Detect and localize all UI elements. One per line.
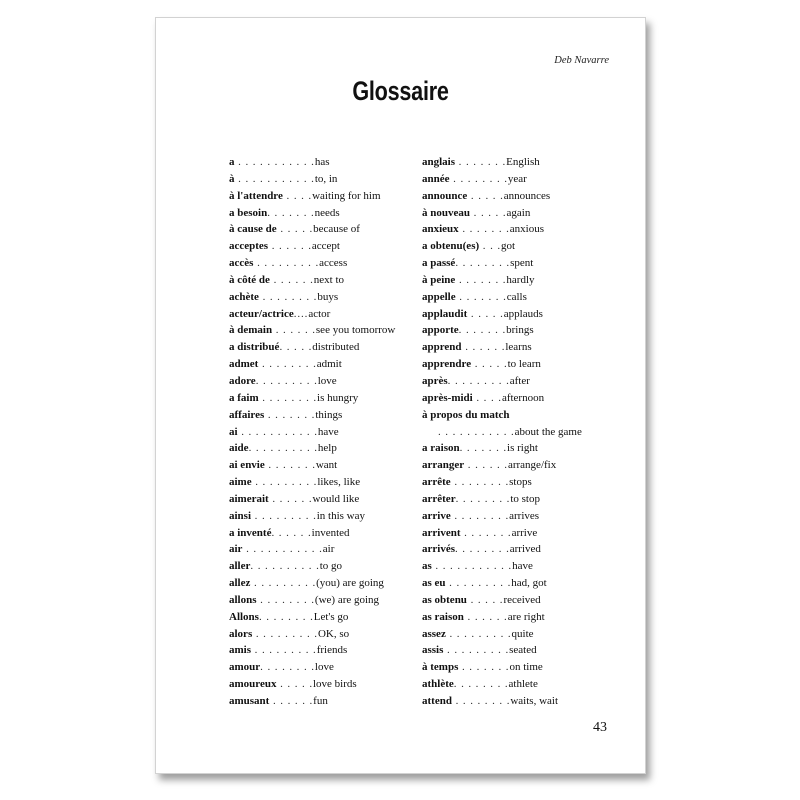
glossary-term: as eu [422, 577, 446, 590]
glossary-definition: next to [313, 273, 344, 286]
glossary-entry [229, 154, 404, 171]
glossary-term: à peine [422, 273, 456, 286]
glossary-entry [229, 306, 404, 323]
leader-dots: . . . . . . . [264, 459, 316, 472]
leader-dots: . . . . . . . . . [252, 627, 318, 640]
glossary-entry [422, 205, 602, 222]
glossary-term: achète [229, 290, 259, 303]
glossary-definition: seated [509, 644, 537, 657]
glossary-entry [422, 154, 602, 171]
glossary-definition: anxious [509, 223, 545, 236]
glossary-definition: love [317, 374, 337, 387]
glossary-term: a [229, 156, 235, 168]
glossary-term: année [422, 172, 450, 185]
glossary-entry [422, 474, 602, 491]
glossary-term: à nouveau [422, 206, 470, 219]
glossary-entry [422, 322, 602, 339]
glossary-term: ai [229, 425, 238, 438]
glossary-definition: quite [511, 627, 534, 640]
leader-dots: . . . . . . . . [454, 543, 510, 556]
glossary-definition: learns [505, 341, 532, 354]
leader-dots: . . . . . . [464, 459, 508, 472]
glossary-entry [229, 171, 404, 188]
glossary-entry [422, 541, 602, 558]
glossary-entry [229, 221, 404, 238]
glossary-definition: are right [507, 610, 545, 623]
glossary-entry [422, 255, 602, 272]
glossary-definition: have [317, 425, 339, 438]
glossary-entry [422, 272, 602, 289]
leader-dots: . . . . [472, 391, 502, 404]
running-header-author: Deb Navarre [554, 55, 609, 66]
glossary-column-right [422, 154, 602, 710]
glossary-term: allons [229, 593, 257, 606]
glossary-definition: spent [510, 257, 534, 270]
glossary-term: a distribué [229, 341, 280, 354]
glossary-definition: waiting for him [312, 189, 381, 202]
glossary-entry [229, 322, 404, 339]
leader-dots: . . . . . . [271, 526, 312, 539]
glossary-definition: admit [316, 358, 342, 371]
glossary-entry [422, 238, 602, 255]
leader-dots: . . . [479, 240, 502, 253]
leader-dots: . . . . . . . . [258, 290, 318, 303]
glossary-definition: likes, like [317, 476, 361, 489]
glossary-entry [422, 693, 602, 710]
leader-dots: . . . . . . . [455, 156, 507, 168]
glossary-entry [229, 255, 404, 272]
leader-dots: . . . . . [279, 341, 313, 354]
glossary-entry [229, 424, 404, 441]
glossary-term: apprend [422, 341, 462, 354]
glossary-term: amusant [229, 695, 270, 707]
glossary-entry [229, 626, 404, 643]
glossary-term: a inventé [229, 526, 272, 539]
glossary-entry [422, 356, 602, 373]
glossary-entry [229, 642, 404, 659]
leader-dots: . . . . . . [269, 273, 314, 286]
leader-dots: . . . . . . . . [258, 391, 318, 404]
glossary-term: anxieux [422, 223, 459, 236]
glossary-definition: buys [317, 290, 339, 303]
leader-dots: . . . . . . . . . [251, 644, 317, 657]
glossary-definition: is hungry [317, 391, 359, 404]
glossary-definition: arrives [509, 509, 540, 522]
glossary-term: aide [229, 442, 249, 455]
glossary-definition: because of [313, 223, 360, 236]
leader-dots: . . . . . . . . . [255, 374, 318, 387]
leader-dots: . . . . . . . [455, 273, 507, 286]
leader-dots: . . . . . . . [455, 290, 507, 303]
glossary-term: amis [229, 644, 251, 657]
glossary-definition: in this way [316, 509, 365, 522]
leader-dots: . . . . . [276, 678, 313, 691]
glossary-definition: distributed [312, 341, 360, 354]
glossary-term: athlète [422, 678, 454, 691]
glossary-term: arranger [422, 459, 465, 472]
glossary-term: a besoin [229, 206, 268, 219]
glossary-entry [229, 525, 404, 542]
glossary-entry [422, 592, 602, 609]
glossary-entry [422, 642, 602, 659]
glossary-entry [229, 541, 404, 558]
leader-dots: . . . . . . . . [260, 661, 315, 674]
glossary-entry [422, 491, 602, 508]
glossary-term: après-midi [422, 391, 473, 404]
glossary-definition: stops [509, 476, 532, 489]
glossary-term: à côté de [229, 273, 270, 286]
glossary-entry [229, 188, 404, 205]
glossary-definition: received [503, 593, 541, 606]
glossary-term: acteur/actrice [229, 307, 294, 320]
glossary-entry [229, 508, 404, 525]
glossary-definition: to, in [314, 172, 338, 185]
glossary-entry [229, 272, 404, 289]
leader-dots: . . . . . . . . . . . [438, 425, 515, 438]
glossary-entry [229, 558, 404, 575]
glossary-definition: athlete [508, 678, 538, 691]
glossary-definition: year [507, 172, 527, 185]
glossary-definition: love [314, 661, 334, 674]
leader-dots: . . . . . . . . [450, 509, 510, 522]
leader-dots: . . . . . . [268, 492, 313, 505]
leader-dots: . . . . . . . . [453, 678, 509, 691]
glossary-definition: needs [314, 206, 340, 219]
glossary-term: apporte [422, 324, 459, 337]
leader-dots: . . . . . [467, 307, 504, 320]
glossary-entry [229, 356, 404, 373]
glossary-term: à cause de [229, 223, 277, 236]
glossary-entry [422, 659, 602, 676]
glossary-definition: after [509, 374, 530, 387]
glossary-definition: applauds [503, 307, 543, 320]
glossary-term: arrivés [422, 543, 455, 556]
glossary-entry [229, 238, 404, 255]
glossary-term: allez [229, 577, 251, 590]
glossary-term: as raison [422, 610, 464, 623]
leader-dots: . . . . . . . . . [251, 509, 317, 522]
glossary-term: arrête [422, 476, 451, 489]
glossary-definition: brings [506, 324, 534, 337]
glossary-term: à [229, 172, 235, 185]
glossary-entry [229, 693, 404, 710]
glossary-definition: afternoon [501, 391, 545, 404]
leader-dots: . . . . . . . . . . . [242, 543, 323, 556]
glossary-term: a passé [422, 257, 456, 270]
leader-dots: . . . . . . . . [455, 257, 511, 270]
glossary-term: aimerait [229, 492, 269, 505]
leader-dots: . . . . . . . [460, 526, 512, 539]
glossary-definition: Let's go [313, 610, 349, 623]
glossary-definition: hardly [506, 273, 535, 286]
glossary-definition: help [317, 442, 337, 455]
leader-dots: . . . . . . . . . . . [234, 172, 315, 185]
glossary-term: à demain [229, 324, 273, 337]
glossary-entry [229, 609, 404, 626]
leader-dots: . . . . . . . . . [445, 577, 512, 590]
glossary-entry [422, 508, 602, 525]
glossary-entry [422, 676, 602, 693]
glossary-entry [422, 221, 602, 238]
glossary-term: après [422, 374, 448, 387]
glossary-term: arrive [422, 509, 451, 522]
glossary-term: affaires [229, 408, 265, 421]
leader-dots: . . . . . . . . . [443, 644, 510, 657]
glossary-term: à propos du match [422, 408, 510, 421]
glossary-definition: is right [507, 442, 538, 455]
leader-dots: . . . . . . [463, 610, 508, 623]
leader-dots: . . . . . [470, 206, 507, 219]
glossary-term: adore [229, 374, 256, 387]
glossary-entry [229, 474, 404, 491]
glossary-definition: would like [312, 492, 360, 505]
glossary-entry [422, 339, 602, 356]
glossary-definition: have [512, 560, 533, 573]
glossary-definition: accept [311, 240, 340, 253]
glossary-term: acceptes [229, 240, 269, 253]
glossary-definition: calls [506, 290, 527, 303]
glossary-column-left [229, 154, 404, 710]
leader-dots: . . . . . . . . [450, 476, 510, 489]
glossary-term: announce [422, 189, 468, 202]
glossary-term: à l'attendre [229, 189, 283, 202]
leader-dots: . . . . . . . . [258, 358, 317, 371]
glossary-entry [422, 424, 602, 441]
leader-dots: . . . . . . . . . . [250, 560, 320, 573]
glossary-entry [229, 575, 404, 592]
glossary-definition: see you tomorrow [315, 324, 396, 337]
glossary-definition: again [506, 206, 531, 219]
leader-dots: . . . . . [466, 593, 504, 606]
glossary-entry [422, 390, 602, 407]
glossary-term: arrêter [422, 492, 456, 505]
leader-dots: . . . . . . . . [455, 492, 511, 505]
glossary-term: admet [229, 358, 259, 371]
glossary-definition: about the game [514, 425, 582, 438]
glossary-term: a faim [229, 391, 259, 404]
glossary-definition: to stop [510, 492, 540, 505]
leader-dots: . . . . . . . . [258, 610, 314, 623]
glossary-definition: (you) are going [316, 577, 384, 590]
glossary-entry [422, 188, 602, 205]
glossary-term: ainsi [229, 509, 252, 522]
glossary-entry [422, 306, 602, 323]
leader-dots: . . . . . . . . . . . [234, 156, 315, 168]
glossary-entry [229, 440, 404, 457]
glossary-term: alors [229, 627, 253, 640]
glossary-term: accès [229, 257, 254, 270]
glossary-term: amour [229, 661, 261, 674]
glossary-definition: got [501, 240, 516, 253]
glossary-definition: actor [308, 307, 331, 320]
glossary-definition: arrange/fix [507, 459, 557, 472]
glossary-term: as [422, 560, 432, 573]
glossary-definition: to go [319, 560, 343, 573]
glossary-definition: (we) are going [314, 593, 380, 606]
leader-dots: . . . . . [471, 358, 508, 371]
leader-dots: . . . . . [276, 223, 314, 236]
glossary-definition: want [315, 459, 338, 472]
leader-dots: . . . . . . . . . [447, 374, 510, 387]
glossary-entry [422, 440, 602, 457]
glossary-definition: has [314, 156, 330, 168]
page-title: Glossaire [352, 76, 449, 106]
leader-dots: . . . . . . . . [449, 172, 508, 185]
glossary-entry [229, 205, 404, 222]
leader-dots: . . . . . . . [458, 661, 510, 674]
leader-dots: . . . . . . . . . . . [431, 560, 513, 573]
leader-dots: . . . . . . . . [451, 695, 511, 707]
glossary-definition: announces [503, 189, 551, 202]
glossary-term: arrivent [422, 526, 461, 539]
leader-dots: . . . . . . [268, 240, 312, 253]
glossary-definition: arrived [509, 543, 541, 556]
glossary-definition: to learn [507, 358, 541, 371]
leader-dots: .... [293, 307, 309, 320]
glossary-entry [229, 390, 404, 407]
leader-dots: . . . . . . . . . [250, 577, 317, 590]
glossary-term: assis [422, 644, 444, 657]
glossary-entry [422, 558, 602, 575]
glossary-definition: fun [313, 695, 328, 707]
glossary-term: applaudit [422, 307, 468, 320]
glossary-term: appelle [422, 290, 456, 303]
glossary-entry [229, 289, 404, 306]
glossary-entry [422, 407, 602, 424]
glossary-entry [229, 407, 404, 424]
leader-dots: . . . . . . . [459, 442, 508, 455]
glossary-term: amoureux [229, 678, 277, 691]
leader-dots: . . . . . . [272, 324, 316, 337]
glossary-definition: love birds [312, 678, 357, 691]
glossary-term: ai envie [229, 459, 265, 472]
glossary-definition: English [506, 156, 540, 168]
glossary-definition: things [315, 408, 343, 421]
leader-dots: . . . . . . . [267, 206, 315, 219]
glossary-definition: OK, so [317, 627, 350, 640]
leader-dots: . . . . [282, 189, 313, 202]
glossary-entry [422, 171, 602, 188]
leader-dots: . . . . . . . . . . . [237, 425, 318, 438]
glossary-definition: air [322, 543, 335, 556]
leader-dots: . . . . . . . [458, 223, 510, 236]
glossary-entry [422, 525, 602, 542]
glossary-term: assez [422, 627, 446, 640]
glossary-term: air [229, 543, 243, 556]
glossary-entry [422, 575, 602, 592]
glossary-entry [422, 626, 602, 643]
leader-dots: . . . . . . [269, 695, 314, 707]
leader-dots: . . . . . . . . [256, 593, 315, 606]
glossary-entry [229, 659, 404, 676]
glossary-entry [229, 339, 404, 356]
glossary-term: a raison [422, 442, 460, 455]
leader-dots: . . . . . . . . . [445, 627, 512, 640]
glossary-definition: on time [509, 661, 543, 674]
leader-dots: . . . . . [467, 189, 504, 202]
book-page [155, 17, 646, 774]
leader-dots: . . . . . . . [264, 408, 316, 421]
glossary-definition: access [319, 257, 348, 270]
glossary-entry [422, 289, 602, 306]
leader-dots: . . . . . . [461, 341, 506, 354]
glossary-term: aller [229, 560, 251, 573]
glossary-term: attend [422, 695, 452, 707]
glossary-entry [422, 457, 602, 474]
glossary-term: Allons [229, 610, 259, 623]
glossary-entry [229, 373, 404, 390]
glossary-definition: friends [316, 644, 348, 657]
glossary-entry [422, 373, 602, 390]
glossary-term: aime [229, 476, 252, 489]
glossary-definition: waits, wait [510, 695, 559, 707]
glossary-entry [229, 491, 404, 508]
glossary-term: anglais [422, 156, 456, 168]
glossary-definition: had, got [511, 577, 547, 590]
page-number: 43 [593, 720, 607, 735]
glossary-term: apprendre [422, 358, 472, 371]
glossary-entry [229, 592, 404, 609]
glossary-definition: arrive [511, 526, 538, 539]
glossary-term: à temps [422, 661, 459, 674]
leader-dots: . . . . . . . [458, 324, 507, 337]
leader-dots: . . . . . . . . . [253, 257, 320, 270]
glossary-entry [229, 676, 404, 693]
leader-dots: . . . . . . . . . [251, 476, 318, 489]
glossary-entry [229, 457, 404, 474]
glossary-term: as obtenu [422, 593, 467, 606]
glossary-entry [422, 609, 602, 626]
leader-dots: . . . . . . . . . . [248, 442, 318, 455]
glossary-definition: invented [311, 526, 350, 539]
glossary-term: a obtenu(es) [422, 240, 480, 253]
